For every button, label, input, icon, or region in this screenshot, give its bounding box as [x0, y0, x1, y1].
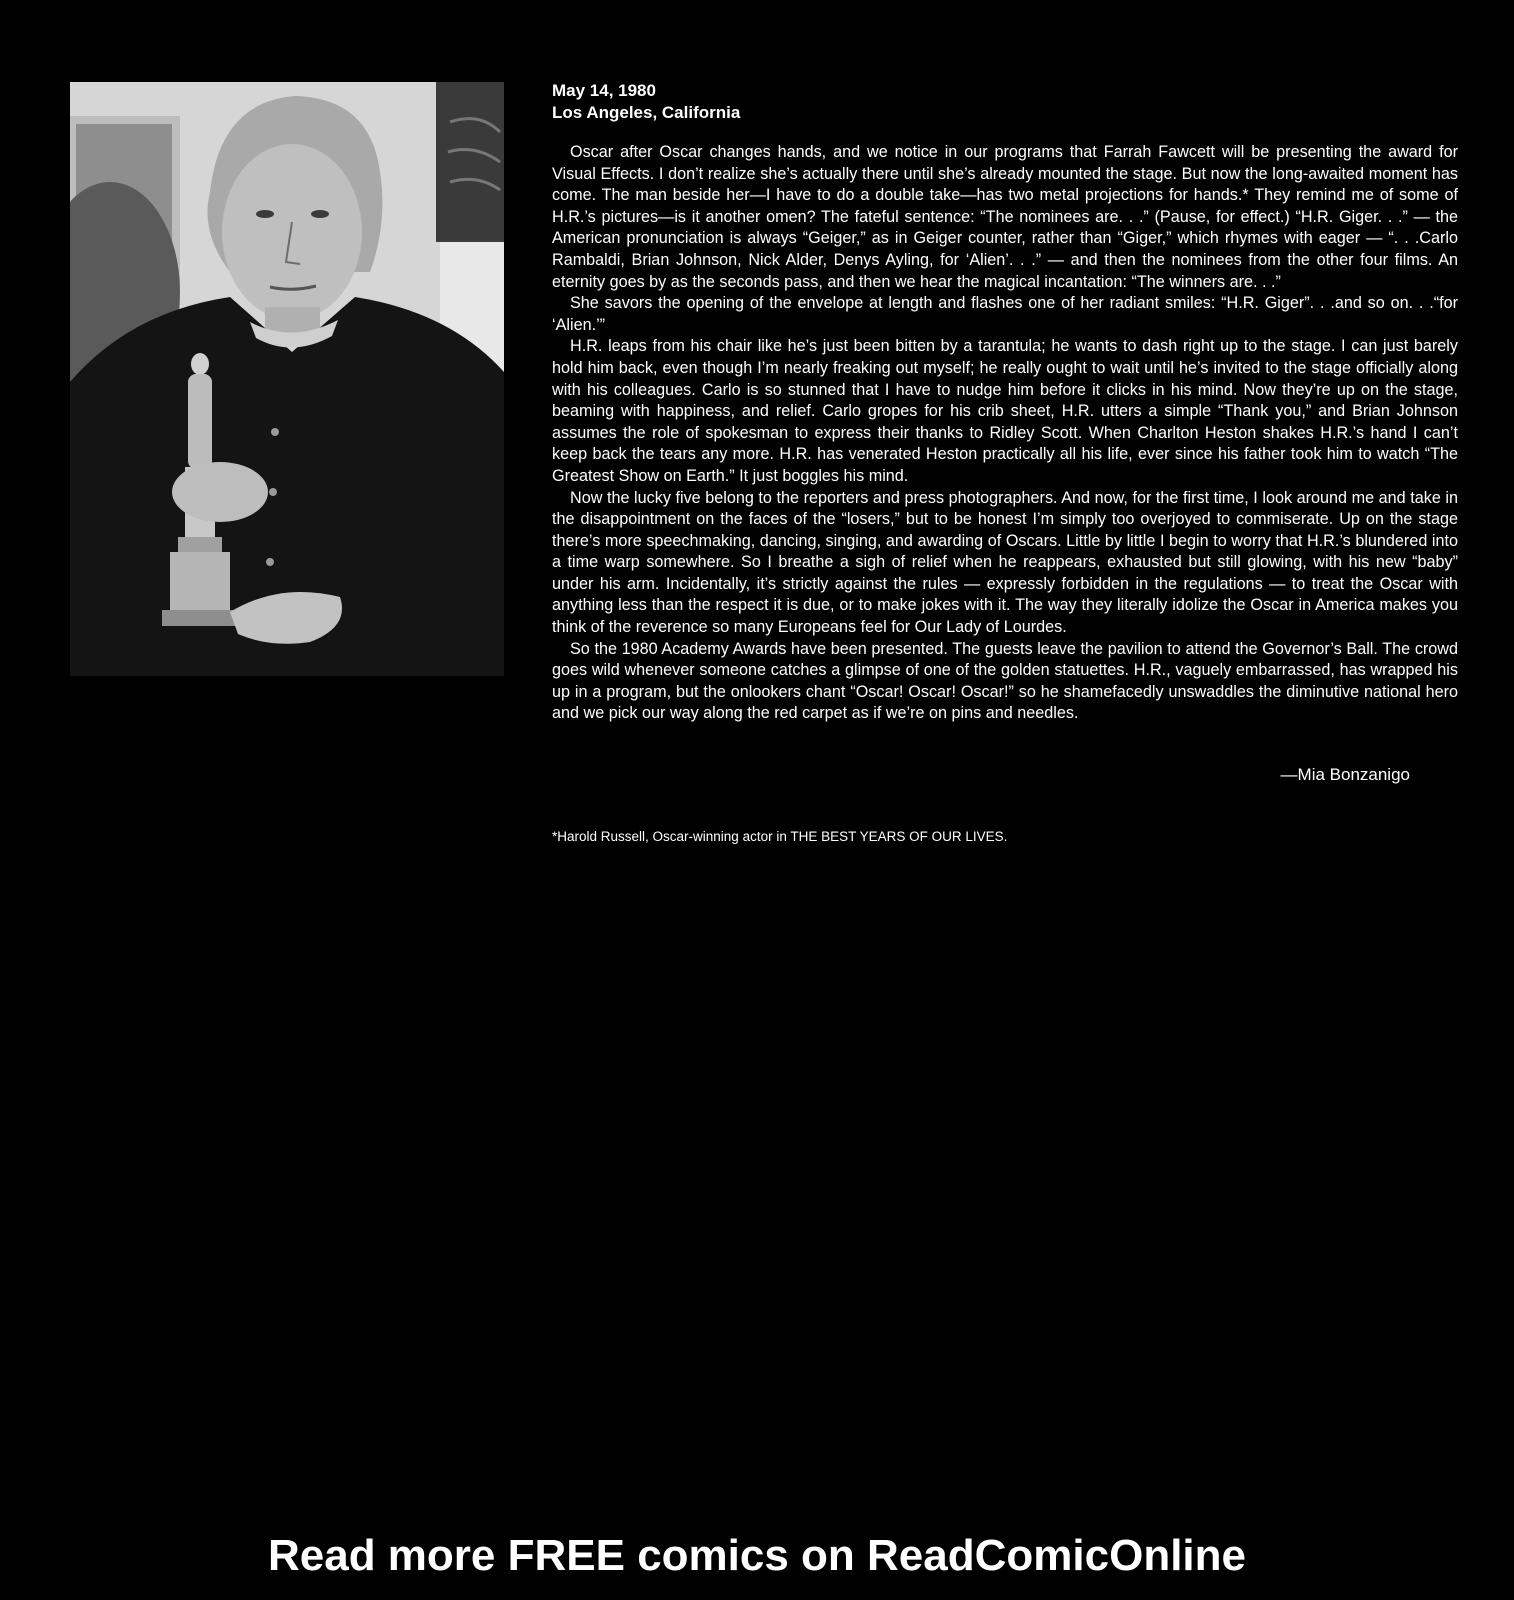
dateline-place: Los Angeles, California — [552, 103, 741, 122]
paragraph: Now the lucky five belong to the reporters and press photographers. And now, for the first time, I look around me and take in the disappointment on the faces of the “losers,” but to be honest I’m simply too overjoyed to commiserate. Up on the stage there’s more speechmaking, dancing, singing, and awarding of Oscars. Little by little I begin to worry that H.R.’s blundered into a time warp somewhere. So I breathe a sigh of relief when he reappears, exhausted but still glowing, with his new “baby” under his arm. Incidentally, it’s strictly against the rules — expressly forbidden in the regulations — to treat the Oscar with anything less than the respect it is due, or to make jokes with it. The way they literally idolize the Oscar in America makes you think of the reverence so many Europeans feel for Our Lady of Lourdes. — [552, 488, 1458, 637]
footer-banner: Read more FREE comics on ReadComicOnline — [267, 1531, 1246, 1580]
article-body — [552, 142, 1458, 725]
paragraph: She savors the opening of the envelope at length and flashes one of her radiant smiles: “H.R. Giger”. . .and so on. . .“for ‘Alien.’” — [552, 294, 1458, 334]
paragraph: H.R. leaps from his chair like he’s just been bitten by a tarantula; he wants to dash right up to the stage. I can just barely hold him back, even though I’m nearly freaking out myself; he really ought to wait until he’s invited to the stage officially along with his colleagues. Carlo is so stunned that I have to nudge him before it clicks in his mind. Now they’re up on the stage, beaming with happiness, and relief. Carlo gropes for his crib sheet, H.R. utters a simple “Thank you,” and Brian Johnson assumes the role of spokesman to express their thanks to Ridley Scott. When Charlton Heston shakes H.R.’s hand I can’t keep back the tears any more. H.R. has venerated Heston practically all his life, ever since his father took him to watch “The Greatest Show on Earth.” It just boggles his mind. — [552, 337, 1458, 485]
paragraph: Oscar after Oscar changes hands, and we notice in our programs that Farrah Fawcett will be presenting the award for Visual Effects. I don’t realize she’s actually there until she’s already mounted the stage. But now the long-awaited moment has come. The man beside her—I have to do a double take—has two metal projections for hands.* They remind me of some of H.R.’s pictures—is it another omen? The fateful sentence: “The nominees are. . .” (Pause, for effect.) “H.R. Giger. . .” — the American pronunciation is always “Geiger,” as in Geiger counter, rather than “Giger,” which rhymes with eager — “. . .Carlo Rambaldi, Brian Johnson, Nick Alder, Denys Ayling, for ‘Alien’. . .” — and then the nominees from the other four films. An eternity goes by as the seconds pass, and then we hear the magical incantation: “The winners are. . .” — [552, 143, 1458, 291]
photo-man-with-oscar — [70, 82, 504, 676]
dateline — [552, 80, 1458, 124]
photo-illustration — [70, 82, 504, 676]
paragraph: So the 1980 Academy Awards have been presented. The guests leave the pavilion to attend the Governor’s Ball. The crowd goes wild whenever someone catches a glimpse of one of the golden statuettes. H.R., vaguely embarrassed, has wrapped his up in a program, but the onlookers chant “Oscar! Oscar! Oscar!” so he shamefacedly unswaddles the diminutive national hero and we pick our way along the red carpet as if we’re on pins and needles. — [552, 639, 1458, 723]
author-signature: —Mia Bonzanigo — [1280, 765, 1410, 785]
footnote: *Harold Russell, Oscar-winning actor in THE BEST YEARS OF OUR LIVES. — [552, 829, 1008, 845]
article — [552, 80, 1458, 844]
dateline-date: May 14, 1980 — [552, 81, 656, 100]
